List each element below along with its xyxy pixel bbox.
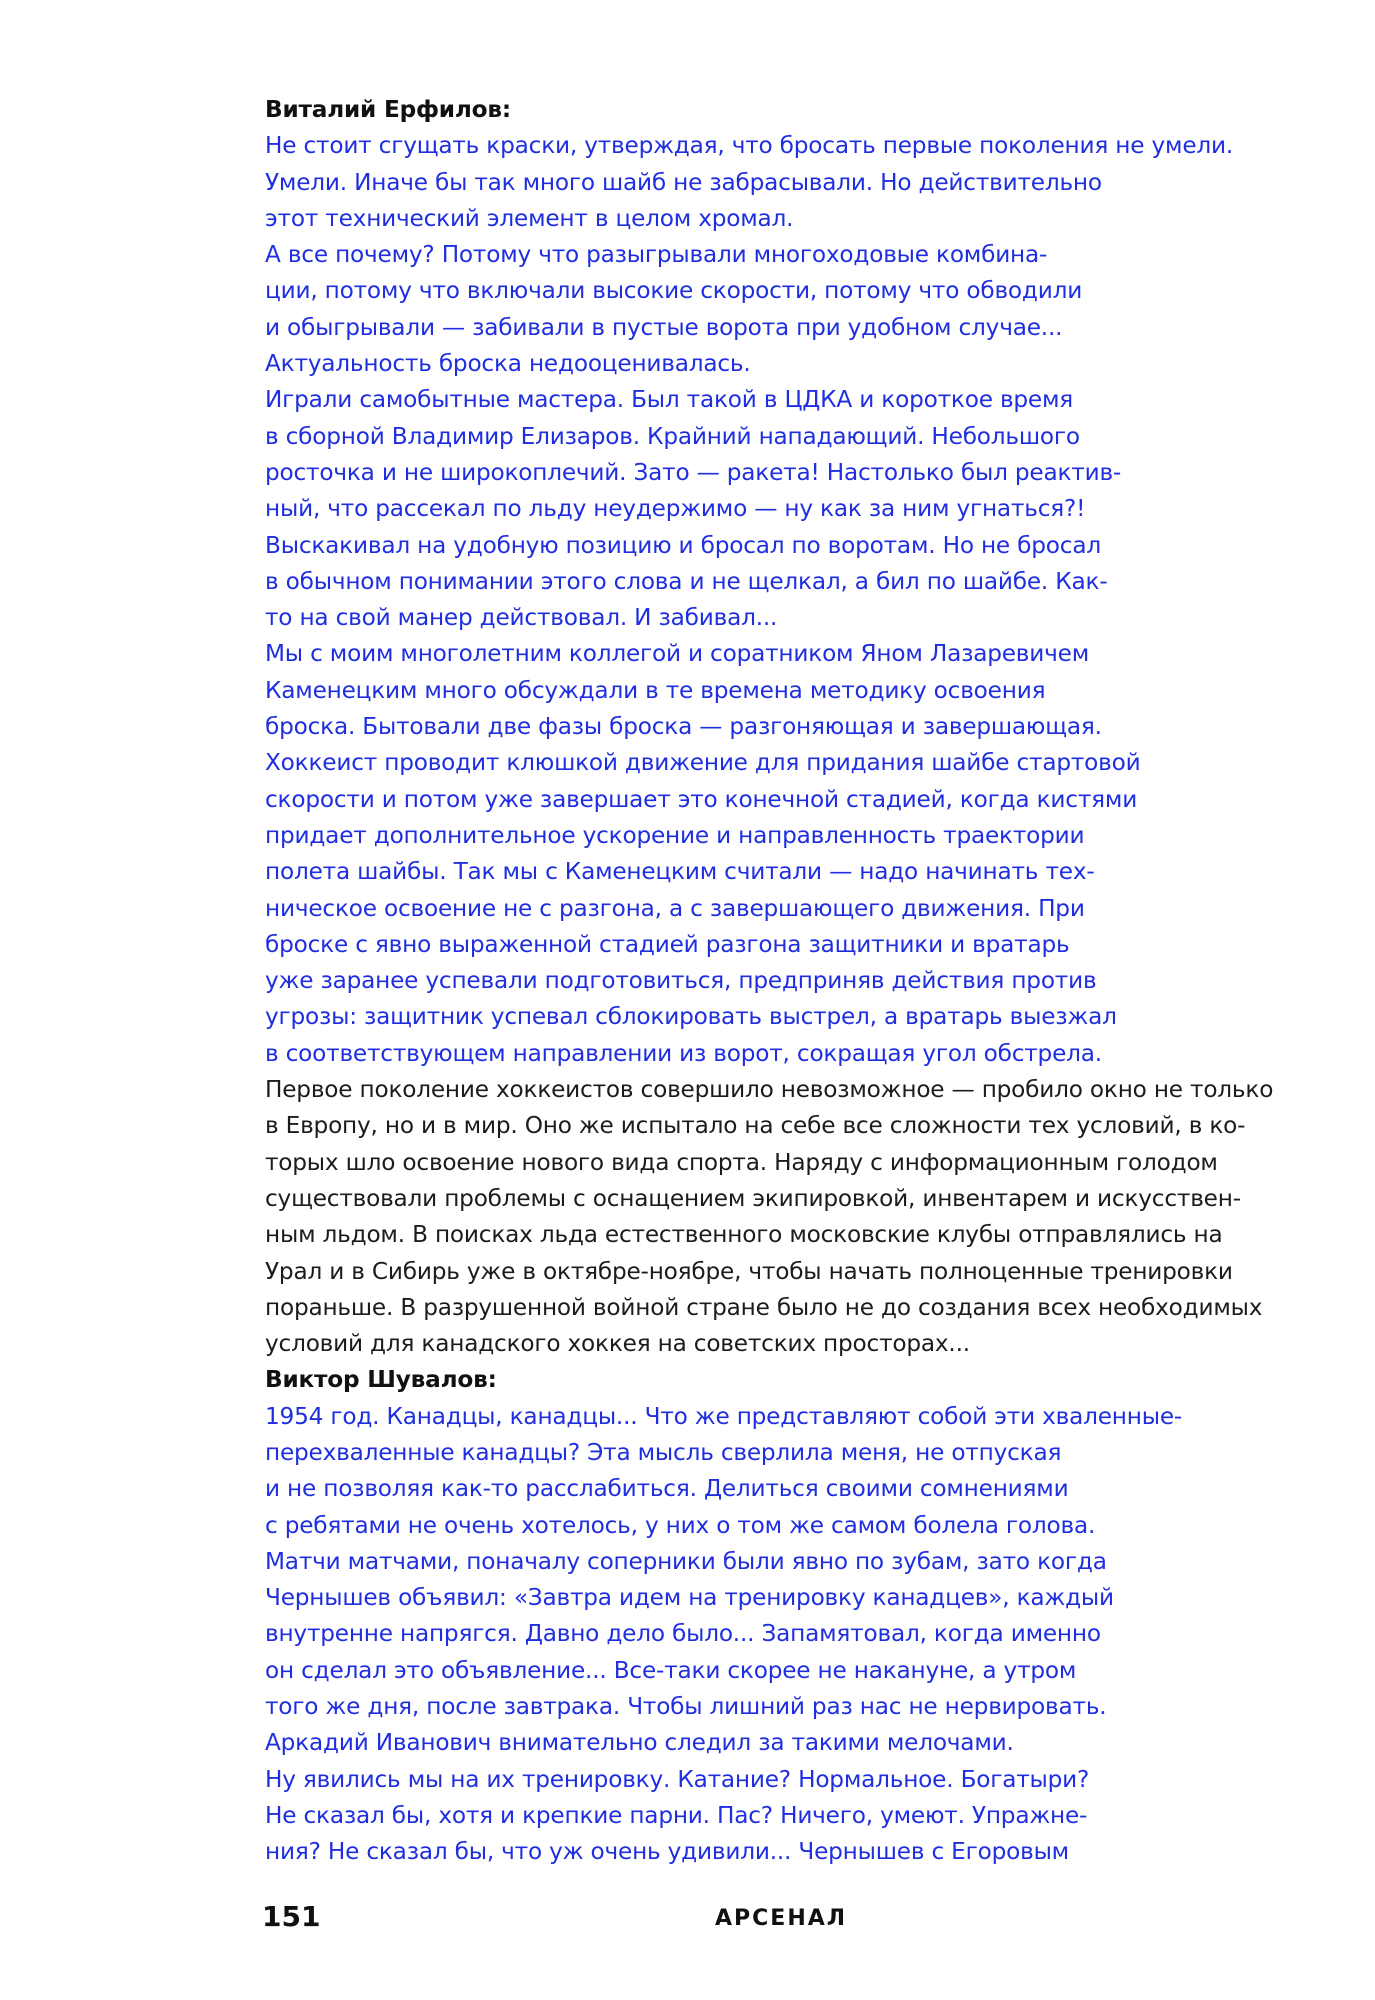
text-line: с ребятами не очень хотелось, у них о том же самом болела голова.	[265, 1511, 1096, 1539]
text-line: в обычном понимании этого слова и не щелкал, а бил по шайбе. Как-	[265, 567, 1108, 595]
text-line: броске с явно выраженной стадией разгона защитники и вратарь	[265, 930, 1070, 958]
text-line: ническое освоение не с разгона, а с завершающего движения. При	[265, 894, 1085, 922]
text-line: полета шайбы. Так мы с Каменецким считали — надо начинать тех-	[265, 858, 1095, 886]
text-line: 1954 год. Канадцы, канадцы... Что же представляют собой эти хваленные-	[265, 1402, 1183, 1430]
text-line: росточка и не широкоплечий. Зато — ракета! Настолько был реактив-	[265, 458, 1122, 486]
speaker-label: Виталий Ерфилов:	[265, 96, 511, 123]
text-line: существовали проблемы с оснащением экипировкой, инвентарем и искусствен-	[265, 1184, 1241, 1212]
text-line: того же дня, после завтрака. Чтобы лишний раз нас не нервировать.	[265, 1693, 1107, 1721]
text-line: условий для канадского хоккея на советских просторах...	[265, 1330, 970, 1358]
text-line: и не позволяя как-то расслабиться. Делиться своими сомнениями	[265, 1475, 1069, 1503]
text-line: перехваленные канадцы? Эта мысль сверлила меня, не отпуская	[265, 1438, 1062, 1466]
publisher-name: АРСЕНАЛ	[715, 1906, 848, 1931]
text-line: Не стоит сгущать краски, утверждая, что бросать первые поколения не умели.	[265, 132, 1234, 160]
text-line: скорости и потом уже завершает это конечной стадией, когда кистями	[265, 785, 1138, 813]
text-line: Первое поколение хоккеистов совершило невозможное — пробило окно не только	[265, 1076, 1274, 1104]
text-line: Аркадий Иванович внимательно следил за такими мелочами.	[265, 1729, 1014, 1757]
text-line: ным льдом. В поисках льда естественного московские клубы отправлялись на	[265, 1221, 1223, 1249]
page-number: 151	[262, 1900, 321, 1933]
text-line: в Европу, но и в мир. Оно же испытало на себе все сложности тех условий, в ко-	[265, 1112, 1246, 1140]
text-line: торых шло освоение нового вида спорта. Наряду с информационным голодом	[265, 1148, 1218, 1176]
text-line: Хоккеист проводит клюшкой движение для придания шайбе стартовой	[265, 749, 1141, 777]
text-line: Актуальность броска недооценивалась.	[265, 350, 751, 378]
page-footer	[0, 1900, 1375, 1940]
text-line: броска. Бытовали две фазы броска — разгоняющая и завершающая.	[265, 713, 1102, 741]
text-line: Чернышев объявил: «Завтра идем на тренировку канадцев», каждый	[265, 1584, 1114, 1612]
text-line: ный, что рассекал по льду неудержимо — ну как за ним угнаться?!	[265, 495, 1086, 523]
text-line: он сделал это объявление... Все-таки скорее не накануне, а утром	[265, 1656, 1077, 1684]
text-line: Каменецким много обсуждали в те времена методику освоения	[265, 676, 1046, 704]
narration-block	[265, 1072, 1285, 1362]
text-line: Умели. Иначе бы так много шайб не забрасывали. Но действительно	[265, 168, 1102, 196]
text-line: в сборной Владимир Елизаров. Крайний нападающий. Небольшого	[265, 422, 1080, 450]
text-line: Урал и в Сибирь уже в октябре-ноябре, чтобы начать полноценные тренировки	[265, 1257, 1233, 1285]
text-line: пораньше. В разрушенной войной стране было не до создания всех необходимых	[265, 1293, 1263, 1321]
text-line: Ну явились мы на их тренировку. Катание? Нормальное. Богатыри?	[265, 1765, 1090, 1793]
text-line: угрозы: защитник успевал сблокировать выстрел, а вратарь выезжал	[265, 1003, 1117, 1031]
speaker-label: Виктор Шувалов:	[265, 1366, 497, 1394]
text-line: Играли самобытные мастера. Был такой в ЦДКА и короткое время	[265, 386, 1074, 414]
speaker-name	[265, 92, 1285, 128]
text-line: ции, потому что включали высокие скорости, потому что обводили	[265, 277, 1083, 305]
text-line: Выскакивал на удобную позицию и бросал по воротам. Но не бросал	[265, 531, 1101, 559]
text-line: уже заранее успевали подготовиться, предприняв действия против	[265, 967, 1097, 995]
text-line: А все почему? Потому что разыгрывали многоходовые комбина-	[265, 241, 1048, 269]
text-line: и обыгрывали — забивали в пустые ворота при удобном случае...	[265, 313, 1063, 341]
text-line: Не сказал бы, хотя и крепкие парни. Пас? Ничего, умеют. Упражне-	[265, 1801, 1088, 1829]
text-line: Мы с моим многолетним коллегой и соратником Яном Лазаревичем	[265, 640, 1089, 668]
quote-block	[265, 128, 1285, 1072]
text-line: Матчи матчами, поначалу соперники были явно по зубам, зато когда	[265, 1547, 1107, 1575]
text-line: то на свой манер действовал. И забивал...	[265, 604, 778, 632]
text-line: этот технический элемент в целом хромал.	[265, 204, 794, 232]
text-line: ния? Не сказал бы, что уж очень удивили... Чернышев с Егоровым	[265, 1838, 1069, 1866]
text-line: придает дополнительное ускорение и направленность траектории	[265, 821, 1085, 849]
text-line: внутренне напрягся. Давно дело было... Запамятовал, когда именно	[265, 1620, 1101, 1648]
text-line: в соответствующем направлении из ворот, сокращая угол обстрела.	[265, 1039, 1102, 1067]
quote-block	[265, 1399, 1285, 1871]
speaker-name	[265, 1362, 1285, 1398]
page-body	[265, 92, 1285, 1871]
